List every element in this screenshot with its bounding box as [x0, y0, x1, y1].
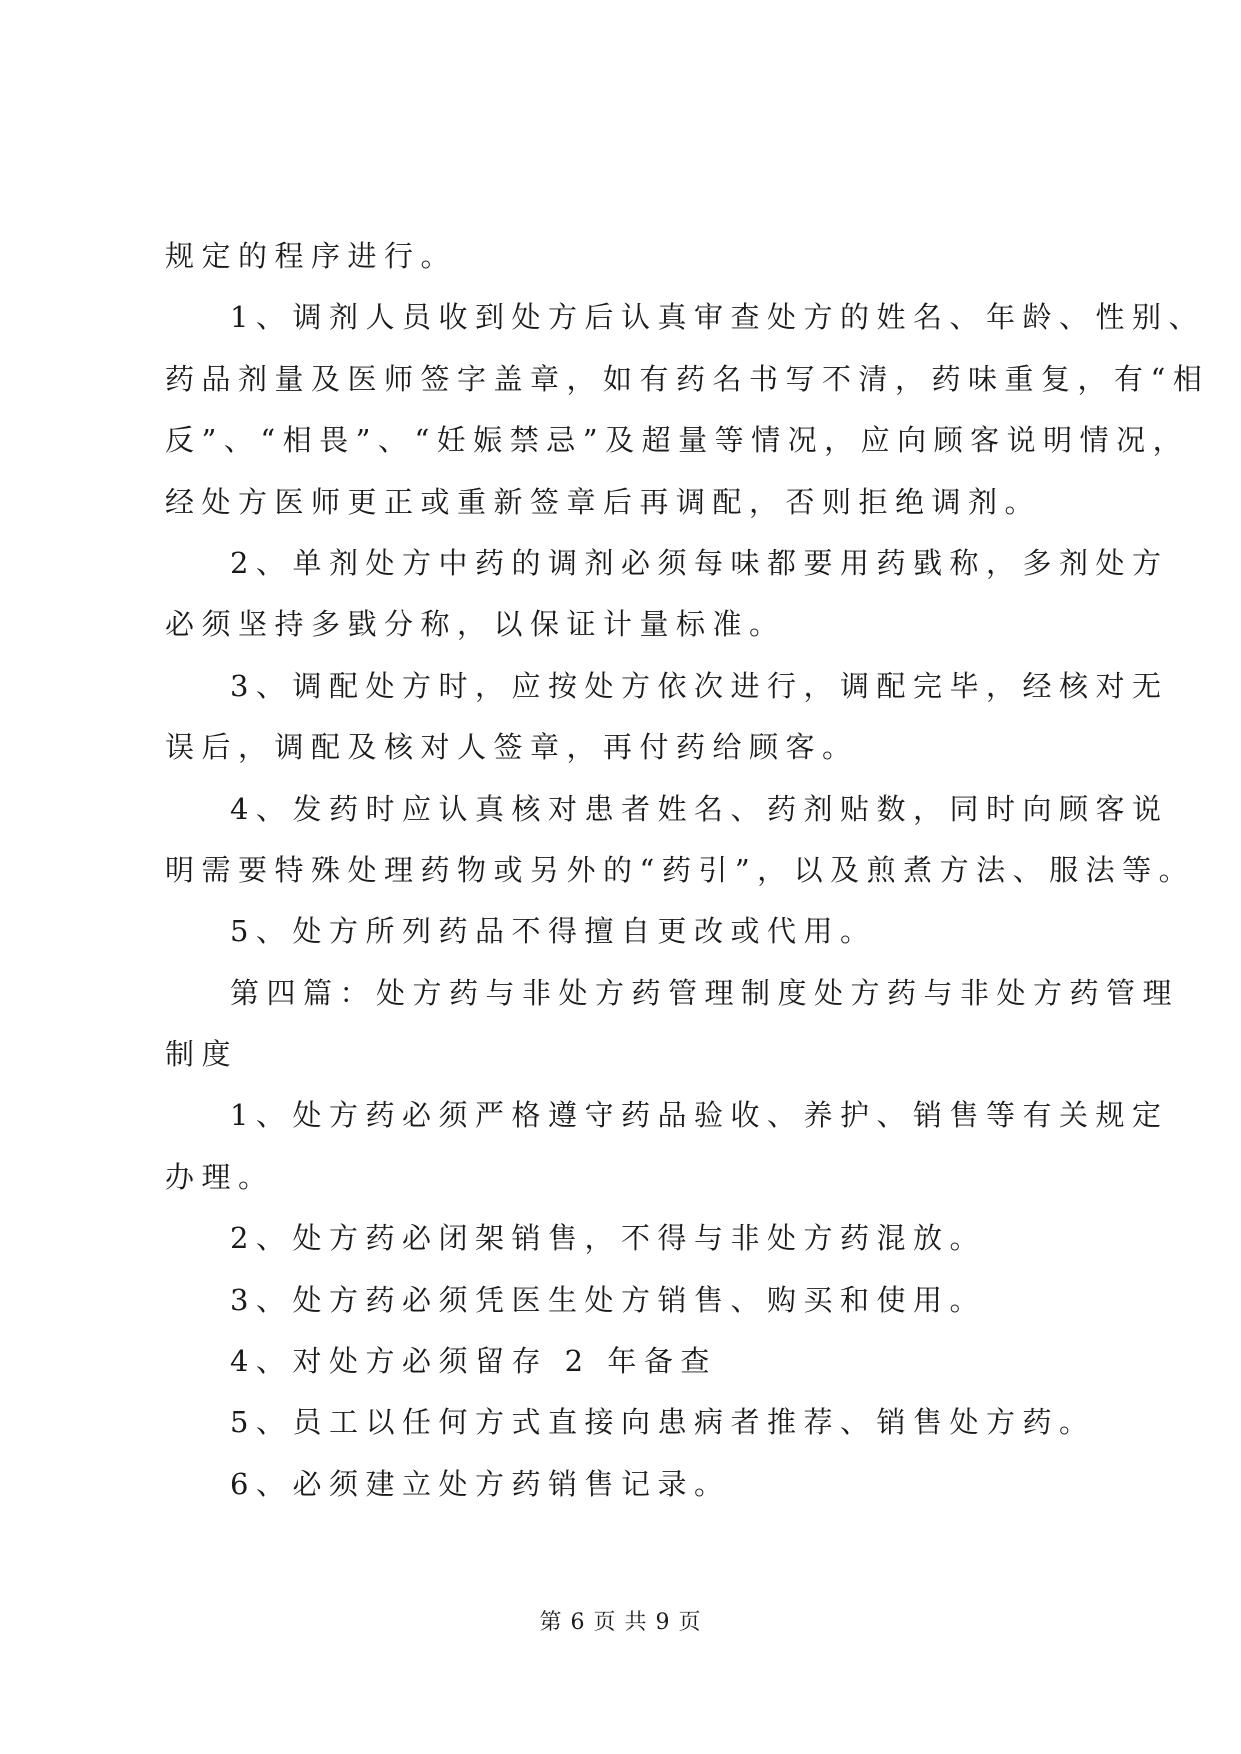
text-line: 3、调配处方时，应按处方依次进行，调配完毕，经核对无 — [230, 668, 1169, 703]
text-line: 4、发药时应认真核对患者姓名、药剂贴数，同时向顾客说 — [230, 791, 1169, 826]
text-line: 反”、“相畏”、“妊娠禁忌”及超量等情况，应向顾客说明情况， — [165, 423, 1190, 458]
text-line: 误后，调配及核对人签章，再付药给顾客。 — [165, 730, 859, 765]
text-line: 5、处方所列药品不得擅自更改或代用。 — [230, 914, 877, 949]
text-line: 规定的程序进行。 — [165, 239, 458, 273]
text-line: 办理。 — [165, 1159, 275, 1194]
text-line: 1、处方药必须严格遵守药品验收、养护、销售等有关规定 — [230, 1098, 1169, 1133]
text-line: 3、处方药必须凭医生处方销售、购买和使用。 — [230, 1282, 986, 1317]
text-line: 2、单剂处方中药的调剂必须每味都要用药戥称，多剂处方 — [230, 545, 1169, 580]
text-line: 必须坚持多戥分称，以保证计量标准。 — [165, 607, 786, 642]
text-line: 6、必须建立处方药销售记录。 — [230, 1466, 731, 1501]
section-heading-line: 第四篇：处方药与非处方药管理制度处方药与非处方药管理 — [230, 975, 1180, 1010]
text-line: 药品剂量及医师签字盖章，如有药名书写不清，药味重复，有“相 — [165, 361, 1210, 396]
section-heading-line: 制度 — [165, 1037, 239, 1072]
text-line: 5、员工以任何方式直接向患病者推荐、销售处方药。 — [230, 1405, 1096, 1440]
text-line: 2、处方药必闭架销售，不得与非处方药混放。 — [230, 1221, 986, 1256]
text-line: 4、对处方必须留存 2 年备查 — [230, 1344, 717, 1379]
text-line: 经处方医师更正或重新签章后再调配，否则拒绝调剂。 — [165, 484, 1042, 519]
text-line: 1、调剂人员收到处方后认真审查处方的姓名、年龄、性别、 — [230, 300, 1205, 335]
page-number: 第 6 页 共 9 页 — [539, 1610, 702, 1635]
page-footer — [0, 1605, 1241, 1636]
text-line: 明需要特殊处理药物或另外的“药引”，以及煎煮方法、服法等。 — [165, 852, 1196, 887]
document-body — [165, 226, 1210, 1515]
